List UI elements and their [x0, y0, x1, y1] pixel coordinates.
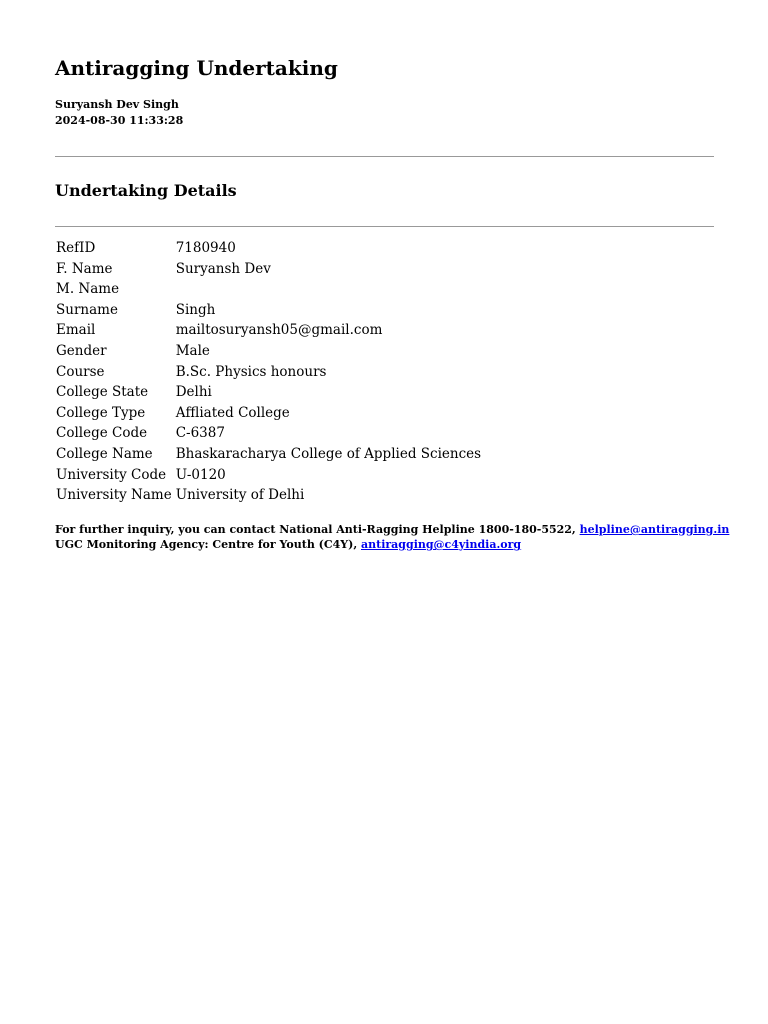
- table-row: [55, 259, 481, 280]
- helpline-email-link[interactable]: helpline@antiragging.in: [579, 523, 730, 536]
- detail-value: mailtosuryansh05@gmail.com: [175, 322, 383, 339]
- table-row: [55, 403, 481, 424]
- helpline-text: For further inquiry, you can contact National Anti-Ragging Helpline 1800-180-5522,: [55, 523, 580, 536]
- monitoring-agency-note: [55, 537, 521, 552]
- student-name: Suryansh Dev Singh: [55, 98, 179, 111]
- detail-value: B.Sc. Physics honours: [175, 363, 327, 380]
- detail-label: Surname: [56, 301, 118, 318]
- detail-value: Male: [175, 342, 210, 359]
- detail-label: College State: [56, 384, 149, 401]
- table-row: [55, 444, 481, 465]
- detail-value: Bhaskaracharya College of Applied Sciences: [175, 445, 482, 462]
- detail-value: [175, 279, 481, 300]
- detail-value: Affliated College: [175, 404, 290, 421]
- helpline-note: [55, 522, 729, 537]
- detail-label: College Name: [56, 445, 153, 462]
- detail-label: College Code: [56, 425, 148, 442]
- detail-label: University Name: [56, 487, 172, 504]
- detail-value: University of Delhi: [175, 487, 305, 504]
- detail-label: M. Name: [56, 281, 120, 298]
- submission-timestamp: 2024-08-30 11:33:28: [55, 114, 184, 127]
- monitoring-agency-text: UGC Monitoring Agency: Centre for Youth (C4Y),: [55, 538, 361, 551]
- table-row: [55, 382, 481, 403]
- table-row: [55, 485, 481, 506]
- detail-value: Suryansh Dev: [175, 260, 271, 277]
- detail-label: F. Name: [56, 260, 113, 277]
- monitoring-agency-email-link[interactable]: antiragging@c4yindia.org: [361, 538, 522, 551]
- detail-label: Course: [56, 363, 105, 380]
- detail-value: U-0120: [175, 466, 226, 483]
- detail-label: University Code: [56, 466, 167, 483]
- table-row: [55, 238, 481, 259]
- table-row: [55, 279, 481, 300]
- divider-section: [55, 226, 714, 227]
- table-row: [55, 362, 481, 383]
- detail-label: College Type: [56, 404, 146, 421]
- detail-value: Delhi: [175, 384, 212, 401]
- section-title: Undertaking Details: [55, 181, 237, 200]
- table-row: [55, 465, 481, 486]
- document-title: Antiragging Undertaking: [55, 56, 338, 80]
- table-row: [55, 341, 481, 362]
- detail-value: C-6387: [175, 425, 225, 442]
- table-row: [55, 300, 481, 321]
- details-table: [52, 238, 484, 506]
- table-row: [55, 423, 481, 444]
- table-row: [55, 320, 481, 341]
- detail-label: RefID: [56, 240, 96, 256]
- divider-top: [55, 156, 714, 157]
- detail-label: Gender: [56, 342, 107, 359]
- detail-value: 7180940: [175, 240, 236, 256]
- detail-label: Email: [56, 322, 96, 339]
- detail-value: Singh: [175, 301, 216, 318]
